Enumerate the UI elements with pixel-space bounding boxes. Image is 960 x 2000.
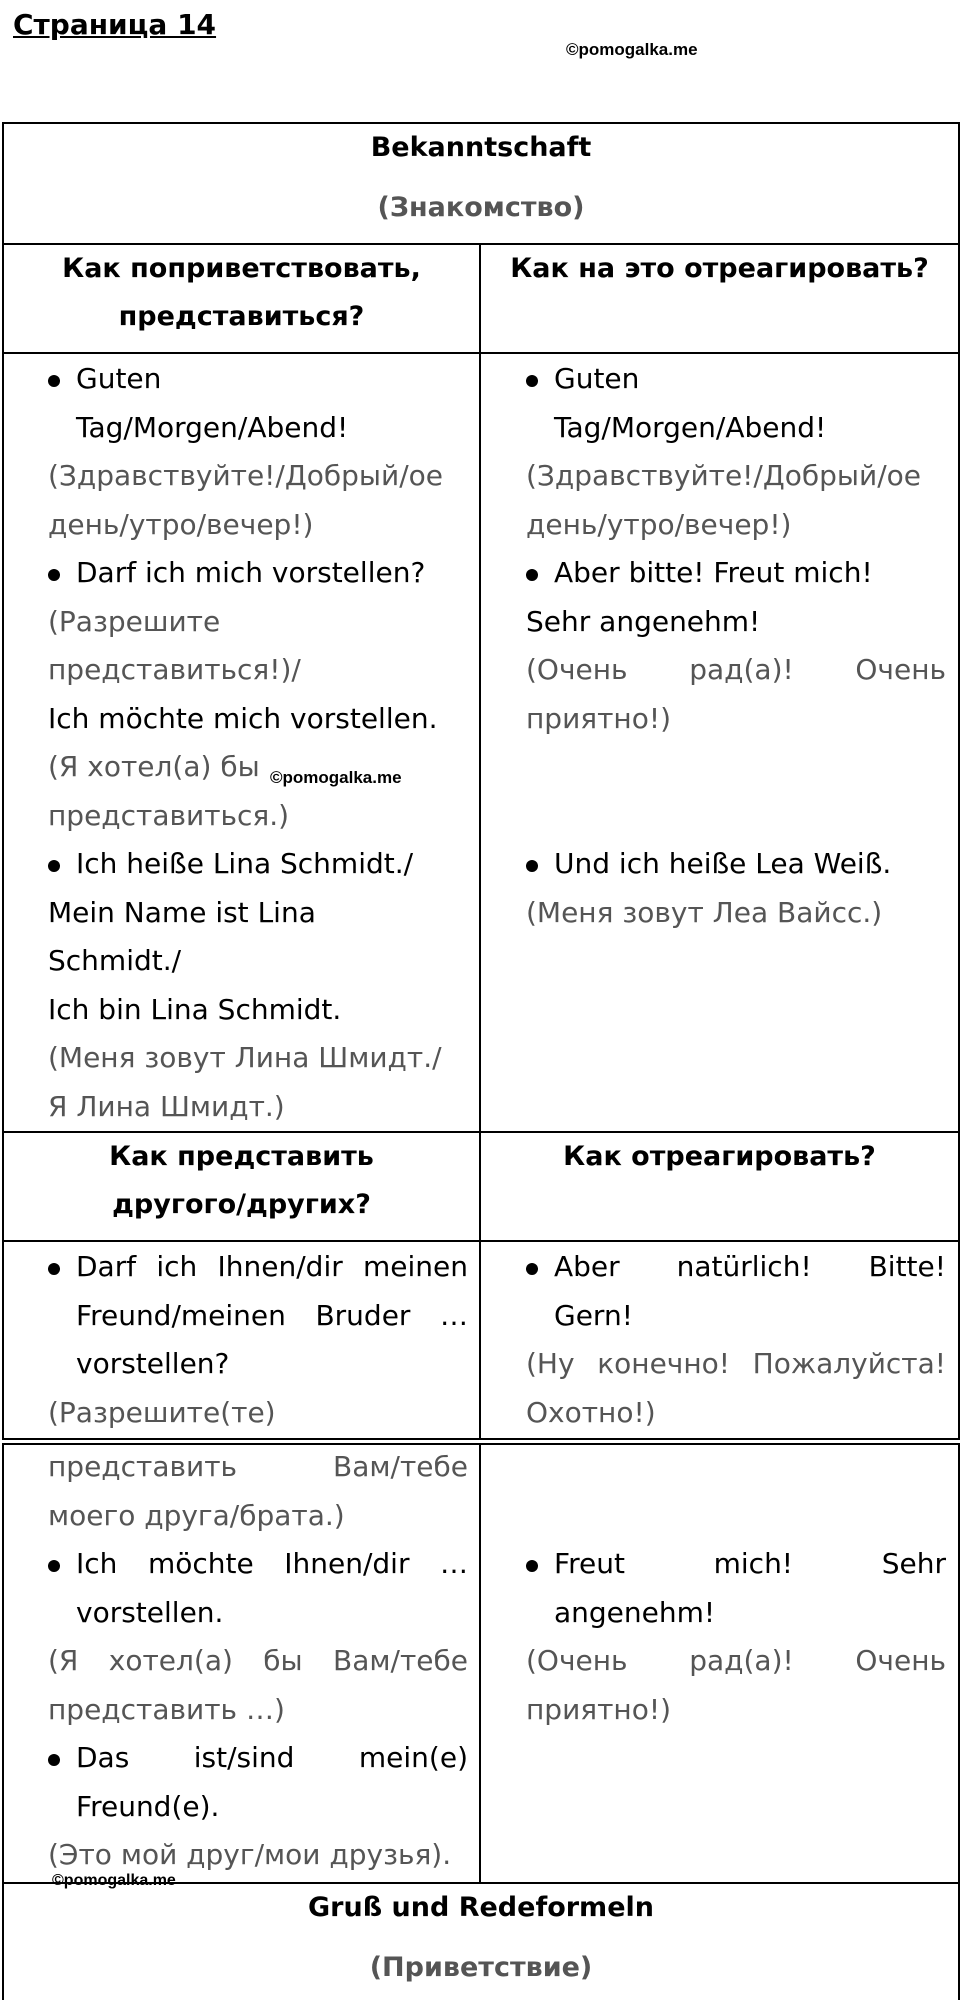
column-header-right	[481, 245, 958, 293]
spacer	[526, 1443, 946, 1492]
page-title: Страница 14	[13, 8, 217, 41]
german-phrase: Aber natürlich! Bitte!	[554, 1250, 946, 1283]
german-phrase: Gern!	[554, 1298, 633, 1332]
german-phrase: vorstellen?	[76, 1347, 230, 1380]
german-phrase: Und ich heiße Lea Weiß.	[554, 847, 892, 880]
spacer	[526, 792, 946, 841]
column-header-line: Как на это отреагировать?	[510, 253, 929, 284]
list-item	[526, 840, 946, 889]
translation: Охотно!)	[526, 1395, 656, 1429]
translation: моего друга/брата.)	[48, 1498, 345, 1532]
column-header-right	[481, 1133, 958, 1181]
list-item	[48, 840, 468, 889]
column-header-line: Как представить	[109, 1141, 374, 1172]
list-item	[48, 549, 468, 598]
translation: день/утро/вечер!)	[48, 507, 314, 541]
german-phrase: Darf ich mich vorstellen?	[76, 556, 426, 589]
right-cell	[526, 1243, 946, 1437]
german-phrase: Ich möchte mich vorstellen.	[48, 701, 438, 735]
translation: день/утро/вечер!)	[526, 507, 792, 541]
translation: (Я хотел(а) бы	[48, 750, 260, 783]
section-title-text: Gruß und Redeformeln	[308, 1892, 654, 1923]
german-phrase: Ich bin Lina Schmidt.	[48, 992, 342, 1026]
translation: (Здравствуйте!/Добрый/ое	[48, 459, 443, 492]
table-divider	[2, 352, 960, 354]
translation: (Очень рад(а)! Очень	[526, 1644, 946, 1677]
list-item	[526, 1243, 946, 1292]
list-item	[526, 355, 946, 404]
watermark: ©pomogalka.me	[52, 1872, 176, 1889]
german-phrase: Sehr angenehm!	[526, 604, 761, 638]
german-phrase: Guten	[554, 362, 640, 395]
german-phrase: Schmidt./	[48, 944, 182, 977]
german-phrase: Aber bitte! Freut mich!	[554, 556, 873, 589]
left-cell	[48, 355, 468, 1131]
german-phrase: Mein Name ist Lina	[48, 895, 316, 929]
watermark: ©pomogalka.me	[566, 40, 698, 59]
column-header-line: другого/других?	[112, 1189, 371, 1220]
section-subtitle: (Приветствие)	[369, 1952, 593, 1983]
translation: (Это мой друг/мои друзья).	[48, 1838, 452, 1871]
column-header-line: Как отреагировать?	[563, 1141, 876, 1172]
section-title	[2, 124, 960, 232]
german-phrase: Das ist/sind mein(e)	[76, 1741, 468, 1774]
column-header-left	[4, 1133, 479, 1229]
translation: (Ну конечно! Пожалуйста!	[526, 1347, 946, 1380]
spacer	[526, 743, 946, 792]
german-phrase: Darf ich Ihnen/dir meinen	[76, 1250, 468, 1283]
german-phrase: Freund(e).	[76, 1789, 220, 1823]
translation: (Меня зовут Лина Шмидт./	[48, 1041, 442, 1074]
column-divider	[479, 243, 481, 1440]
translation: (Меня зовут Леа Вайсс.)	[526, 895, 883, 929]
translation: (Разрешите(те)	[48, 1395, 276, 1429]
translation: представиться!)/	[48, 653, 301, 686]
column-divider	[479, 1443, 481, 1883]
german-phrase: Freut mich! Sehr	[554, 1547, 946, 1580]
list-item	[526, 549, 946, 598]
translation: приятно!)	[526, 701, 672, 735]
table-divider	[2, 1240, 960, 1242]
translation: приятно!)	[526, 1692, 672, 1726]
right-cell	[526, 1443, 946, 1734]
german-phrase: vorstellen.	[76, 1595, 224, 1629]
translation: представиться.)	[48, 798, 290, 832]
watermark: ©pomogalka.me	[270, 768, 402, 787]
column-header-line: представиться?	[118, 301, 365, 332]
column-header-line: Как поприветствовать,	[62, 253, 421, 284]
section-title-text: Bekanntschaft	[370, 132, 592, 163]
german-phrase: Ich möchte Ihnen/dir …	[76, 1547, 468, 1580]
translation: представить Вам/тебе	[48, 1450, 468, 1483]
list-item	[526, 1540, 946, 1589]
german-phrase: Tag/Morgen/Abend!	[554, 410, 827, 444]
left-cell	[48, 1243, 468, 1437]
list-item	[48, 355, 468, 404]
german-phrase: Freund/meinen Bruder …	[76, 1298, 468, 1332]
translation: (Очень рад(а)! Очень	[526, 653, 946, 686]
table-border	[2, 1438, 960, 1440]
column-header-left	[4, 245, 479, 341]
german-phrase: angenehm!	[554, 1595, 716, 1629]
spacer	[526, 1492, 946, 1541]
german-phrase: Guten	[76, 362, 162, 395]
translation: (Здравствуйте!/Добрый/ое	[526, 459, 921, 492]
german-phrase: Ich heiße Lina Schmidt./	[76, 847, 414, 880]
section-subtitle: (Знакомство)	[377, 192, 585, 223]
translation: (Я хотел(а) бы Вам/тебе	[48, 1644, 468, 1677]
list-item	[48, 1540, 468, 1589]
translation: представить …)	[48, 1692, 285, 1726]
list-item	[48, 1243, 468, 1292]
translation: Я Лина Шмидт.)	[48, 1089, 285, 1123]
german-phrase: Tag/Morgen/Abend!	[76, 410, 349, 444]
right-cell	[526, 355, 946, 937]
list-item	[48, 1734, 468, 1783]
left-cell	[48, 1443, 468, 1880]
translation: (Разрешите	[48, 604, 221, 638]
section-title	[2, 1884, 960, 1992]
